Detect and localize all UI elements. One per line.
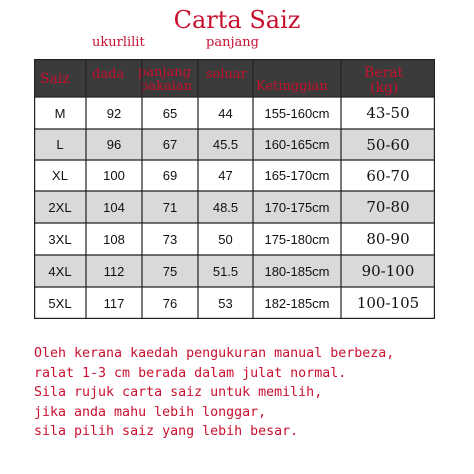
cell-pants-length: 47 <box>218 168 233 183</box>
cell-height: 180-185cm <box>264 263 330 279</box>
cell-weight: 50-60 <box>366 135 410 154</box>
cell-height: 170-175cm <box>264 199 330 215</box>
note-line: ralat 1-3 cm berada dalam julat normal. <box>34 365 347 381</box>
cell-chest: 117 <box>103 295 125 311</box>
table-row <box>34 129 435 160</box>
cell-height: 165-170cm <box>264 168 330 183</box>
header-dada: dada <box>92 67 125 82</box>
cell-length: 76 <box>162 295 178 311</box>
cell-length: 69 <box>162 168 178 183</box>
table-header <box>34 59 435 97</box>
cell-pants-length: 45.5 <box>212 137 239 152</box>
header-ketinggian: Ketinggian <box>256 79 328 94</box>
header-overlay-ukurlilit: ukurlilit <box>92 35 145 50</box>
header-seluar: seluar <box>206 67 247 82</box>
cell-pants-length: 50 <box>218 231 233 247</box>
cell-height: 175-180cm <box>264 231 330 247</box>
cell-weight: 70-80 <box>366 198 410 216</box>
table-row <box>34 97 435 129</box>
cell-length: 73 <box>162 231 178 247</box>
table-row <box>34 223 435 255</box>
cell-pants-length: 48.5 <box>212 199 239 215</box>
cell-length: 75 <box>162 263 178 279</box>
cell-size: 2XL <box>48 199 72 215</box>
cell-length: 65 <box>162 105 178 121</box>
cell-chest: 96 <box>106 137 122 152</box>
cell-weight: 80-90 <box>366 230 410 248</box>
cell-size: L <box>56 137 64 152</box>
cell-weight: 43-50 <box>366 104 410 122</box>
cell-height: 155-160cm <box>264 105 330 121</box>
cell-weight: 90-100 <box>361 262 415 280</box>
cell-size: 3XL <box>48 231 72 247</box>
cell-size: XL <box>52 168 68 183</box>
cell-length: 71 <box>162 199 178 215</box>
note-line: Oleh kerana kaedah pengukuran manual berbeza, <box>34 346 395 361</box>
header-overlay-panjang: panjang <box>206 35 259 50</box>
cell-pants-length: 51.5 <box>212 263 239 279</box>
cell-height: 160-165cm <box>264 137 330 152</box>
table-row <box>34 191 435 223</box>
header-pakaian: pakaian <box>140 79 192 94</box>
note-line: Sila rujuk carta saiz untuk memilih, <box>34 385 323 400</box>
cell-size: M <box>54 105 66 121</box>
header-saiz: Saiz <box>40 71 70 87</box>
cell-length: 67 <box>162 137 178 152</box>
cell-chest: 104 <box>103 199 125 215</box>
cell-chest: 108 <box>103 231 125 247</box>
sizing-note <box>34 344 394 442</box>
cell-weight: 100-105 <box>356 294 420 312</box>
cell-chest: 100 <box>103 168 125 183</box>
header-panjang: panjang <box>138 65 191 80</box>
note-line: sila pilih saiz yang lebih besar. <box>34 424 299 439</box>
cell-weight: 60-70 <box>366 166 410 185</box>
header-berat: Berat <box>364 65 404 81</box>
header-kg: (kg) <box>370 80 399 96</box>
cell-chest: 92 <box>106 105 122 121</box>
size-chart-title: Carta Saiz <box>173 6 301 34</box>
cell-size: 4XL <box>48 263 72 279</box>
cell-pants-length: 44 <box>218 105 233 121</box>
table-row <box>34 160 435 191</box>
cell-size: 5XL <box>48 295 72 311</box>
cell-height: 182-185cm <box>264 295 330 311</box>
cell-pants-length: 53 <box>218 295 233 311</box>
table-row <box>34 255 435 287</box>
table-row <box>34 287 435 319</box>
cell-chest: 112 <box>103 263 125 279</box>
note-line: jika anda mahu lebih longgar, <box>34 404 267 420</box>
